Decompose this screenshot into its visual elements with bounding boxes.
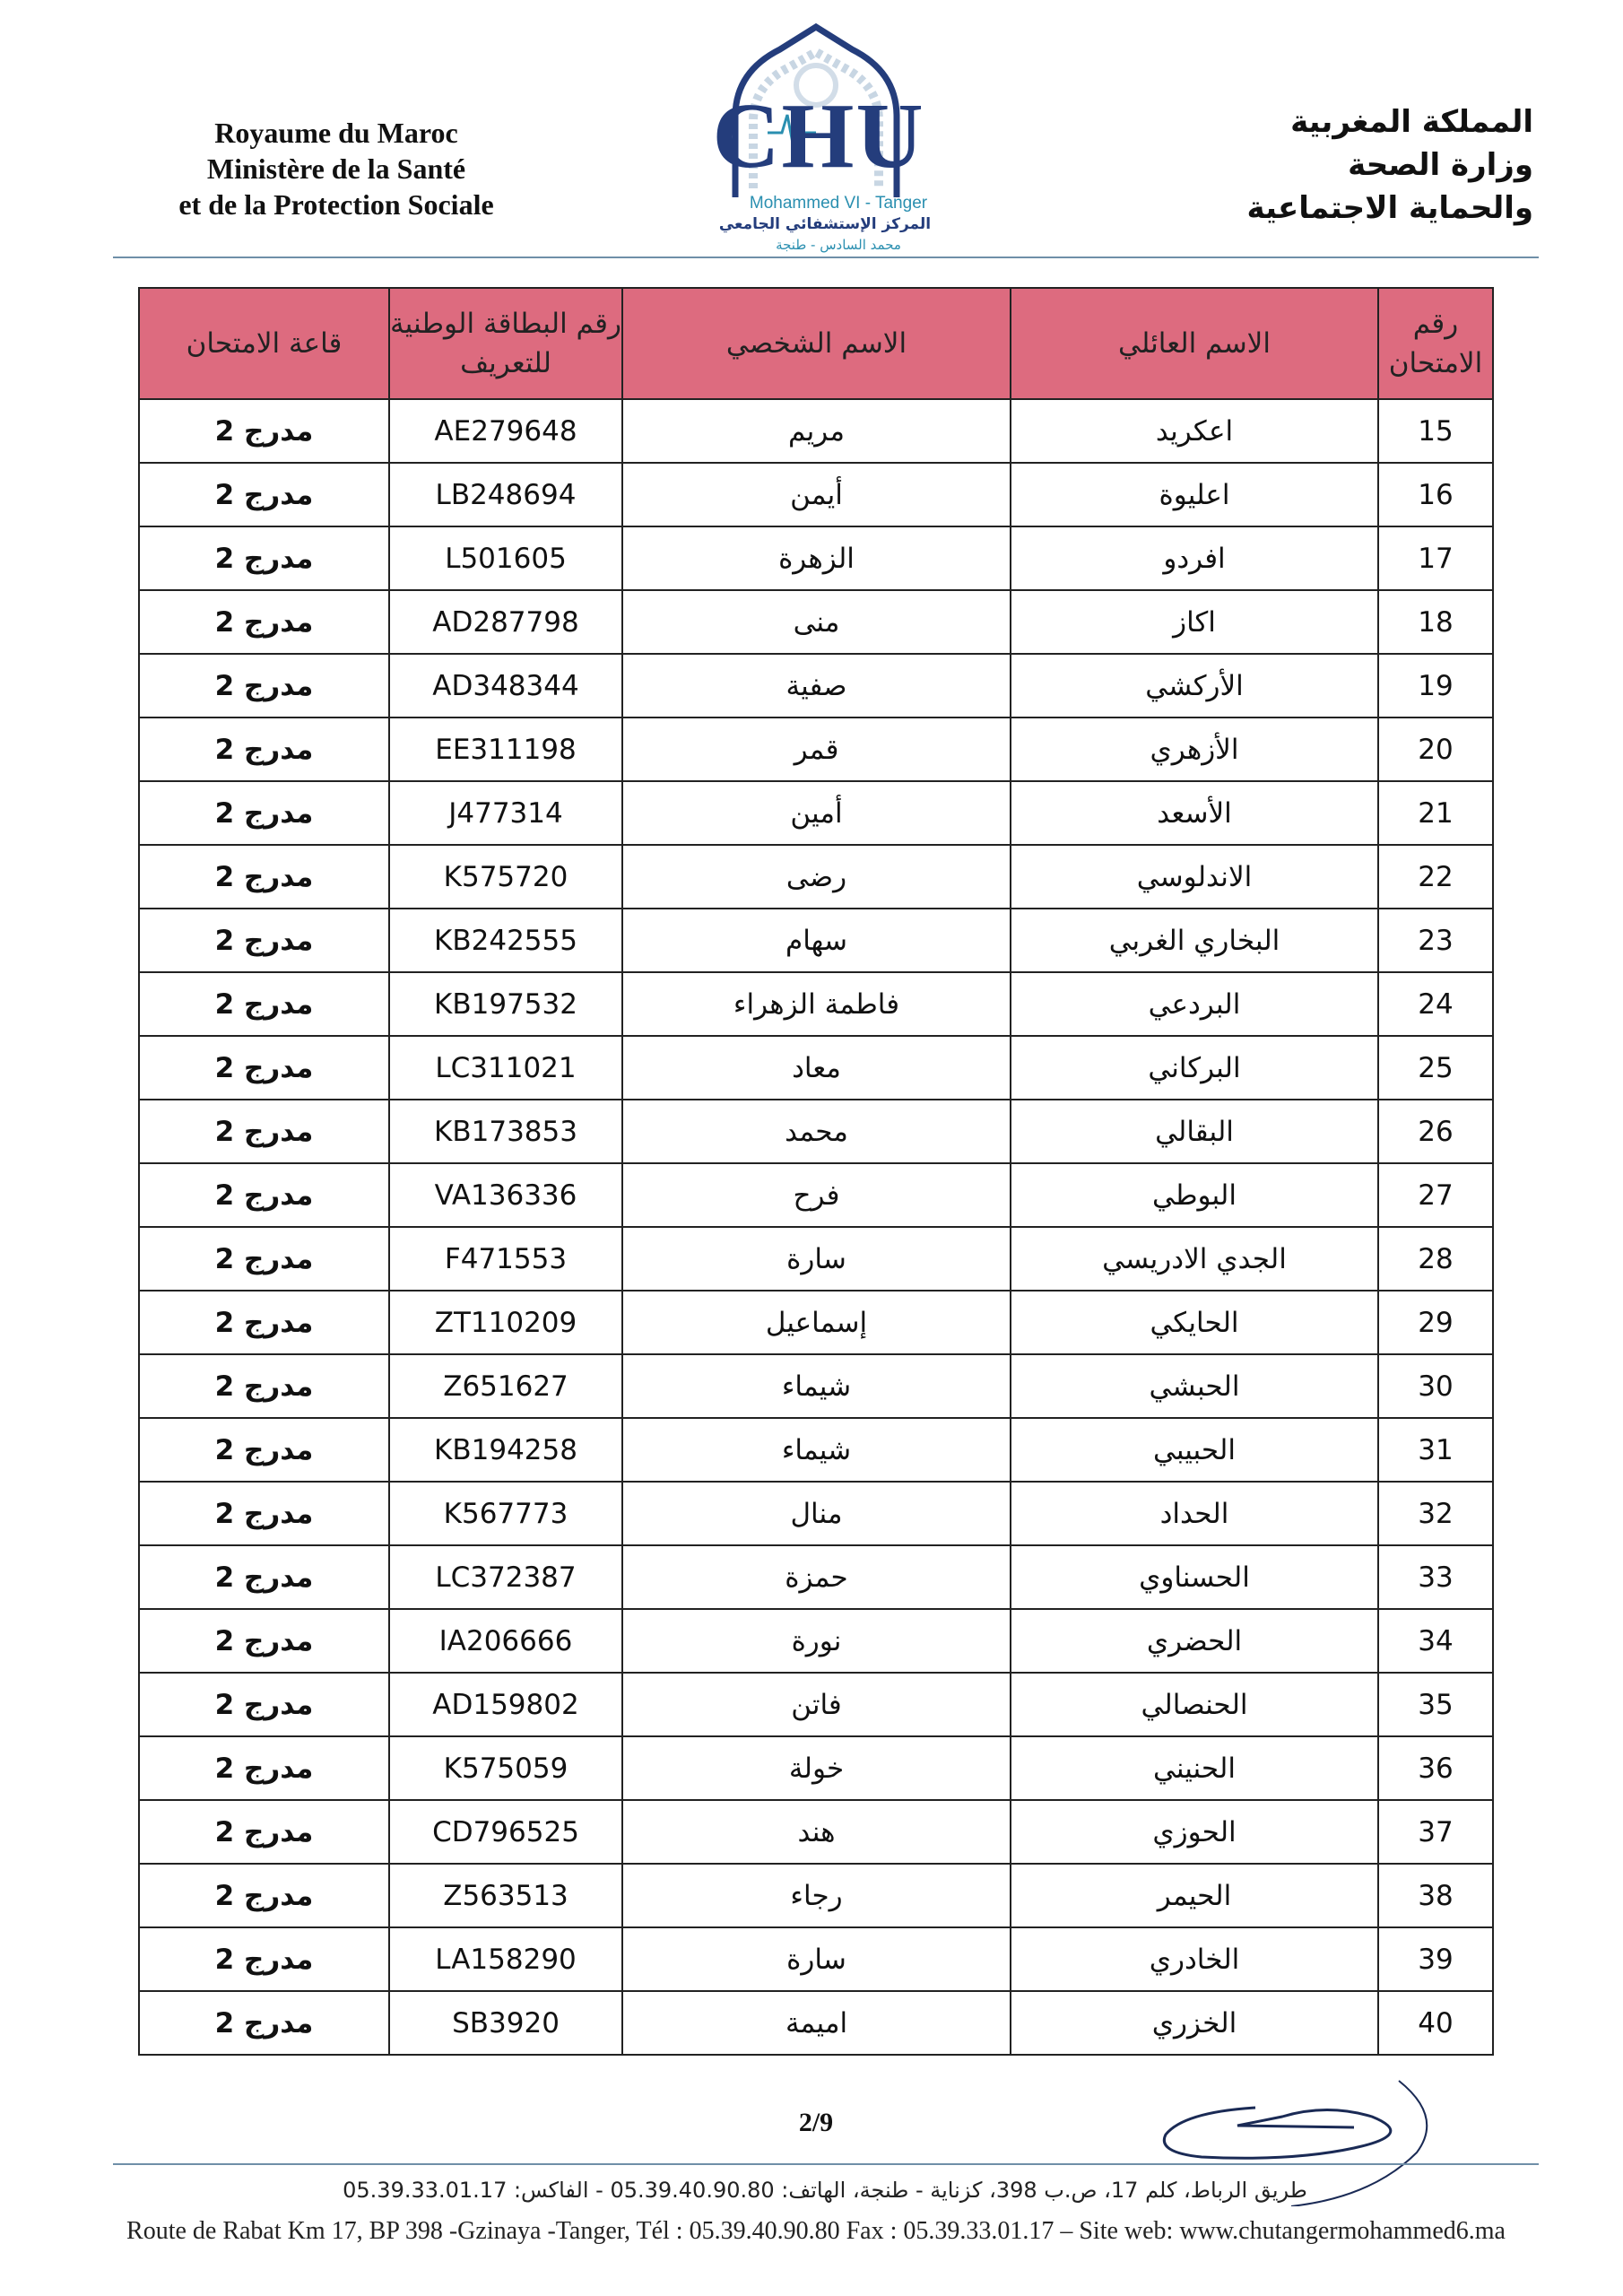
cell-exam-no: 30 bbox=[1378, 1354, 1493, 1418]
cell-national-id: VA136336 bbox=[389, 1163, 622, 1227]
col-exam-room: قاعة الامتحان bbox=[139, 288, 389, 399]
header-arabic-line-3: والحماية الاجتماعية bbox=[1246, 190, 1533, 226]
cell-exam-no: 27 bbox=[1378, 1163, 1493, 1227]
cell-national-id: Z563513 bbox=[389, 1864, 622, 1927]
table-row bbox=[139, 1864, 1493, 1927]
cell-family-name: الحضري bbox=[1011, 1609, 1378, 1673]
chu-logo bbox=[681, 18, 950, 251]
page-number: 2/9 bbox=[798, 2108, 834, 2137]
cell-exam-no: 26 bbox=[1378, 1100, 1493, 1163]
cell-exam-no: 28 bbox=[1378, 1227, 1493, 1291]
table-row bbox=[139, 1036, 1493, 1100]
cell-exam-room: مدرج 2 bbox=[139, 1163, 389, 1227]
cell-exam-room: مدرج 2 bbox=[139, 1864, 389, 1927]
table-row bbox=[139, 1227, 1493, 1291]
header-french bbox=[135, 115, 538, 222]
cell-national-id: KB197532 bbox=[389, 972, 622, 1036]
cell-exam-no: 36 bbox=[1378, 1736, 1493, 1800]
cell-exam-room: مدرج 2 bbox=[139, 463, 389, 526]
footer-divider bbox=[113, 2163, 1539, 2165]
cell-first-name: شيماء bbox=[622, 1418, 1011, 1482]
table-row bbox=[139, 845, 1493, 909]
cell-family-name: الأسعد bbox=[1011, 781, 1378, 845]
cell-exam-no: 35 bbox=[1378, 1673, 1493, 1736]
cell-national-id: SB3920 bbox=[389, 1991, 622, 2055]
cell-first-name: سارة bbox=[622, 1227, 1011, 1291]
cell-exam-room: مدرج 2 bbox=[139, 1991, 389, 2055]
table-row bbox=[139, 1673, 1493, 1736]
cell-exam-room: مدرج 2 bbox=[139, 1354, 389, 1418]
table-row bbox=[139, 1291, 1493, 1354]
table-row bbox=[139, 1609, 1493, 1673]
cell-national-id: J477314 bbox=[389, 781, 622, 845]
cell-exam-room: مدرج 2 bbox=[139, 1227, 389, 1291]
cell-first-name: منى bbox=[622, 590, 1011, 654]
cell-exam-no: 22 bbox=[1378, 845, 1493, 909]
cell-national-id: EE311198 bbox=[389, 718, 622, 781]
cell-exam-room: مدرج 2 bbox=[139, 781, 389, 845]
table-row bbox=[139, 526, 1493, 590]
cell-exam-no: 23 bbox=[1378, 909, 1493, 972]
cell-exam-no: 37 bbox=[1378, 1800, 1493, 1864]
col-exam-no: رقم الامتحان bbox=[1378, 288, 1493, 399]
cell-exam-no: 18 bbox=[1378, 590, 1493, 654]
logo-arabic-line-1: المركز الإستشفائي الجامعي bbox=[718, 215, 932, 233]
header-divider bbox=[113, 257, 1539, 258]
cell-first-name: خولة bbox=[622, 1736, 1011, 1800]
cell-national-id: AD159802 bbox=[389, 1673, 622, 1736]
header-french-line-2: Ministère de la Santé bbox=[206, 152, 466, 185]
cell-exam-room: مدرج 2 bbox=[139, 654, 389, 718]
logo-subtitle: Mohammed VI - Tanger bbox=[749, 194, 928, 213]
cell-family-name: اكاز bbox=[1011, 590, 1378, 654]
table-row bbox=[139, 463, 1493, 526]
cell-exam-room: مدرج 2 bbox=[139, 1673, 389, 1736]
cell-national-id: K575059 bbox=[389, 1736, 622, 1800]
cell-exam-no: 21 bbox=[1378, 781, 1493, 845]
cell-exam-room: مدرج 2 bbox=[139, 1736, 389, 1800]
cell-first-name: فاتن bbox=[622, 1673, 1011, 1736]
cell-exam-no: 29 bbox=[1378, 1291, 1493, 1354]
cell-exam-room: مدرج 2 bbox=[139, 1291, 389, 1354]
cell-family-name: البقالي bbox=[1011, 1100, 1378, 1163]
table-row bbox=[139, 1736, 1493, 1800]
header-french-line-1: Royaume du Maroc bbox=[214, 117, 458, 149]
cell-first-name: سهام bbox=[622, 909, 1011, 972]
table-row bbox=[139, 1418, 1493, 1482]
cell-exam-room: مدرج 2 bbox=[139, 1609, 389, 1673]
cell-national-id: K575720 bbox=[389, 845, 622, 909]
table-row bbox=[139, 654, 1493, 718]
cell-family-name: الأزهري bbox=[1011, 718, 1378, 781]
cell-family-name: الخادري bbox=[1011, 1927, 1378, 1991]
table-row bbox=[139, 590, 1493, 654]
cell-family-name: البركاني bbox=[1011, 1036, 1378, 1100]
cell-exam-no: 34 bbox=[1378, 1609, 1493, 1673]
cell-family-name: البوطي bbox=[1011, 1163, 1378, 1227]
cell-family-name: اعكريد bbox=[1011, 399, 1378, 463]
cell-family-name: الحسناوي bbox=[1011, 1545, 1378, 1609]
cell-first-name: حمزة bbox=[622, 1545, 1011, 1609]
cell-family-name: الحايكي bbox=[1011, 1291, 1378, 1354]
table-row bbox=[139, 718, 1493, 781]
cell-national-id: KB242555 bbox=[389, 909, 622, 972]
cell-national-id: AD287798 bbox=[389, 590, 622, 654]
cell-exam-room: مدرج 2 bbox=[139, 1418, 389, 1482]
cell-national-id: ZT110209 bbox=[389, 1291, 622, 1354]
cell-first-name: أيمن bbox=[622, 463, 1011, 526]
cell-exam-room: مدرج 2 bbox=[139, 1800, 389, 1864]
table-row bbox=[139, 399, 1493, 463]
header-arabic-line-2: وزارة الصحة bbox=[1348, 147, 1533, 183]
cell-exam-no: 25 bbox=[1378, 1036, 1493, 1100]
cell-exam-no: 33 bbox=[1378, 1545, 1493, 1609]
footer-arabic-address: طريق الرباط، كلم 17، ص.ب 398، كزناية - طنجة، الهاتف: 05.39.40.90.80 - الفاكس: 05.39.33.01.17 bbox=[343, 2178, 1307, 2203]
cell-first-name: نورة bbox=[622, 1609, 1011, 1673]
table-row bbox=[139, 781, 1493, 845]
cell-first-name: الزهرة bbox=[622, 526, 1011, 590]
cell-exam-room: مدرج 2 bbox=[139, 590, 389, 654]
cell-family-name: افردو bbox=[1011, 526, 1378, 590]
cell-first-name: معاد bbox=[622, 1036, 1011, 1100]
cell-exam-room: مدرج 2 bbox=[139, 1036, 389, 1100]
cell-first-name: صفية bbox=[622, 654, 1011, 718]
cell-national-id: AE279648 bbox=[389, 399, 622, 463]
header-arabic-line-1: المملكة المغربية bbox=[1290, 104, 1533, 140]
cell-exam-room: مدرج 2 bbox=[139, 909, 389, 972]
table-row bbox=[139, 972, 1493, 1036]
cell-exam-no: 15 bbox=[1378, 399, 1493, 463]
cell-family-name: الاندلوسي bbox=[1011, 845, 1378, 909]
cell-exam-no: 17 bbox=[1378, 526, 1493, 590]
cell-family-name: الحداد bbox=[1011, 1482, 1378, 1545]
table-header-row bbox=[139, 288, 1493, 399]
table-row bbox=[139, 1991, 1493, 2055]
col-family-name: الاسم العائلي bbox=[1011, 288, 1378, 399]
cell-national-id: KB173853 bbox=[389, 1100, 622, 1163]
cell-exam-no: 24 bbox=[1378, 972, 1493, 1036]
cell-exam-no: 39 bbox=[1378, 1927, 1493, 1991]
cell-family-name: الخزري bbox=[1011, 1991, 1378, 2055]
header-french-line-3: et de la Protection Sociale bbox=[178, 188, 494, 221]
cell-family-name: البردعي bbox=[1011, 972, 1378, 1036]
logo-arabic-line-2: محمد السادس - طنجة bbox=[776, 237, 901, 253]
cell-national-id: CD796525 bbox=[389, 1800, 622, 1864]
cell-national-id: KB194258 bbox=[389, 1418, 622, 1482]
cell-first-name: إسماعيل bbox=[622, 1291, 1011, 1354]
cell-national-id: LC311021 bbox=[389, 1036, 622, 1100]
cell-exam-room: مدرج 2 bbox=[139, 1545, 389, 1609]
table-row bbox=[139, 1800, 1493, 1864]
cell-exam-room: مدرج 2 bbox=[139, 718, 389, 781]
cell-family-name: الأركشي bbox=[1011, 654, 1378, 718]
table-body bbox=[139, 399, 1493, 2055]
table-row bbox=[139, 1545, 1493, 1609]
cell-first-name: رضى bbox=[622, 845, 1011, 909]
cell-exam-no: 40 bbox=[1378, 1991, 1493, 2055]
cell-first-name: فاطمة الزهراء bbox=[622, 972, 1011, 1036]
cell-exam-room: مدرج 2 bbox=[139, 1927, 389, 1991]
cell-family-name: البخاري الغربي bbox=[1011, 909, 1378, 972]
logo-chu-text: CHU bbox=[712, 84, 925, 187]
cell-first-name: اميمة bbox=[622, 1991, 1011, 2055]
cell-exam-no: 20 bbox=[1378, 718, 1493, 781]
header-arabic bbox=[1193, 100, 1533, 230]
cell-first-name: منال bbox=[622, 1482, 1011, 1545]
cell-first-name: شيماء bbox=[622, 1354, 1011, 1418]
cell-national-id: Z651627 bbox=[389, 1354, 622, 1418]
cell-exam-no: 16 bbox=[1378, 463, 1493, 526]
cell-national-id: LC372387 bbox=[389, 1545, 622, 1609]
cell-exam-room: مدرج 2 bbox=[139, 845, 389, 909]
cell-family-name: الحبشي bbox=[1011, 1354, 1378, 1418]
cell-national-id: L501605 bbox=[389, 526, 622, 590]
cell-national-id: LB248694 bbox=[389, 463, 622, 526]
cell-national-id: K567773 bbox=[389, 1482, 622, 1545]
cell-exam-no: 31 bbox=[1378, 1418, 1493, 1482]
cell-exam-no: 19 bbox=[1378, 654, 1493, 718]
cell-exam-room: مدرج 2 bbox=[139, 972, 389, 1036]
footer-french-address: Route de Rabat Km 17, BP 398 -Gzinaya -Tanger, Tél : 05.39.40.90.80 Fax : 05.39.33.01.17 – Site web: www.chutangermohammed6.ma bbox=[126, 2217, 1506, 2245]
cell-first-name: قمر bbox=[622, 718, 1011, 781]
cell-family-name: الحنصالي bbox=[1011, 1673, 1378, 1736]
cell-family-name: الجدي الادريسي bbox=[1011, 1227, 1378, 1291]
cell-family-name: اعليوة bbox=[1011, 463, 1378, 526]
cell-first-name: هند bbox=[622, 1800, 1011, 1864]
cell-national-id: LA158290 bbox=[389, 1927, 622, 1991]
cell-national-id: F471553 bbox=[389, 1227, 622, 1291]
table-row bbox=[139, 1927, 1493, 1991]
cell-first-name: مريم bbox=[622, 399, 1011, 463]
cell-first-name: فرح bbox=[622, 1163, 1011, 1227]
cell-first-name: أمين bbox=[622, 781, 1011, 845]
cell-exam-no: 38 bbox=[1378, 1864, 1493, 1927]
cell-exam-room: مدرج 2 bbox=[139, 1100, 389, 1163]
cell-family-name: الحبيبي bbox=[1011, 1418, 1378, 1482]
table-row bbox=[139, 1354, 1493, 1418]
table-row bbox=[139, 1163, 1493, 1227]
cell-exam-room: مدرج 2 bbox=[139, 526, 389, 590]
col-national-id: رقم البطاقة الوطنية للتعريف bbox=[389, 288, 622, 399]
cell-first-name: سارة bbox=[622, 1927, 1011, 1991]
cell-first-name: رجاء bbox=[622, 1864, 1011, 1927]
cell-exam-no: 32 bbox=[1378, 1482, 1493, 1545]
col-first-name: الاسم الشخصي bbox=[622, 288, 1011, 399]
cell-first-name: محمد bbox=[622, 1100, 1011, 1163]
cell-family-name: الحوزي bbox=[1011, 1800, 1378, 1864]
table-row bbox=[139, 1482, 1493, 1545]
cell-exam-room: مدرج 2 bbox=[139, 1482, 389, 1545]
cell-family-name: الحيمر bbox=[1011, 1864, 1378, 1927]
cell-national-id: AD348344 bbox=[389, 654, 622, 718]
table-row bbox=[139, 1100, 1493, 1163]
exam-candidates-table bbox=[138, 287, 1494, 2056]
table-row bbox=[139, 909, 1493, 972]
cell-national-id: IA206666 bbox=[389, 1609, 622, 1673]
cell-family-name: الحنيني bbox=[1011, 1736, 1378, 1800]
cell-exam-room: مدرج 2 bbox=[139, 399, 389, 463]
